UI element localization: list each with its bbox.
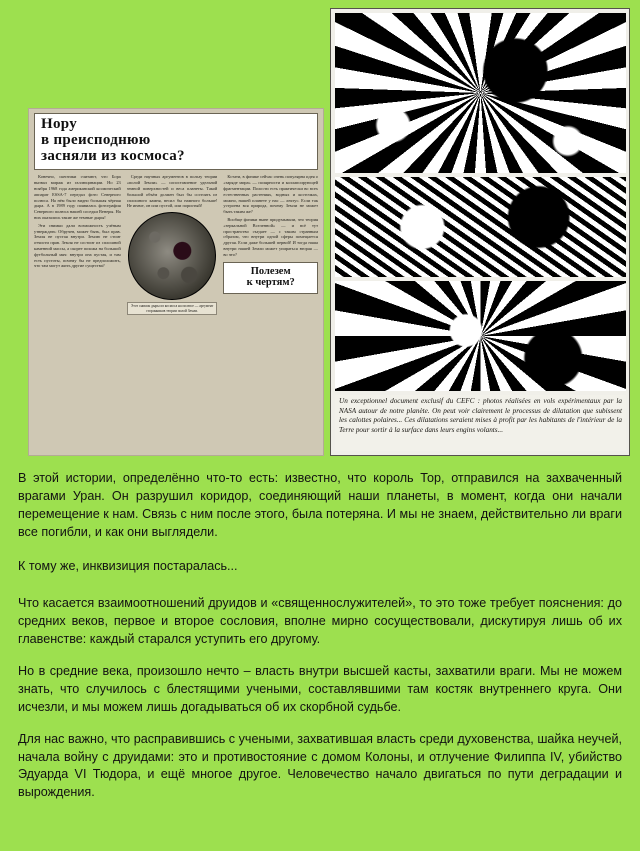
photo-top xyxy=(335,13,626,173)
article-body xyxy=(0,470,640,816)
sphere-photo-caption: Этот снимок дыры из космоса на полюсе — аргумент сторонников теории полой Земли. xyxy=(127,302,217,315)
headline-line-3: засняли из космоса? xyxy=(41,147,185,164)
article-paragraph-4: Но в средние века, произошло нечто – власть внутри высшей касты, захватили враги. Мы не можем знать, что случилось с блестящими учеными, составлявшими там костяк внутреннего круга. Они исчезли, и мы можем лишь догадываться об их скорбной судьбе. xyxy=(18,664,622,714)
clipping-paragraph: Эти снимки дали возможность учёным утверждать: Обручев, может быть, был прав. Земля не пустая внутри. Землю не стоит отчисти прав. Земля не состоит из сплошной каменной массы, а скорее похожа на большой футбольный мяч: внутри она пустая, и там есть пустоты, почему бы не предположить, что там могут жить другие существа? xyxy=(34,222,121,269)
newspaper-clipping xyxy=(28,108,324,456)
earth-sphere-photo xyxy=(128,212,216,300)
article-paragraph-2: К тому же, инквизиция постаралась... xyxy=(18,558,238,573)
clipping-column-3 xyxy=(223,174,318,456)
clipping-column-2 xyxy=(127,174,218,456)
headline-line-1: Нору xyxy=(41,116,78,132)
photo-middle xyxy=(335,177,626,277)
headline-line-2: в преисподнюю xyxy=(41,131,151,148)
photo-caption: Un exceptionnel document exclusif du CEFC : photos réalisées en vols expérimentaux par la NASA autour de notre planète. On peut voir clairement le processus de dilatation que subissent les calottes polaires... Ces dilatations seraient mises à profit par les habitants de l'intérieur de la Terre pour sortir à la surface dans leurs engins volants... xyxy=(335,395,626,451)
clipping-paragraph: Конечно, скептики считают, что Бора вызвал мираж из галлюцинации. Но 23 ноября 1968 года американский космический аппарат ESSA-7 передал фото Северного полюса. На нём было видно большая чёрная дыра. А в 1989 году появилась фотография Северного полюса нашей соседки Венеры. На них оказались такие же темные дыры! xyxy=(34,174,121,220)
lunar-photo-block xyxy=(330,8,630,456)
clipping-subheadline xyxy=(223,262,318,294)
clipping-paragraph: Среди научных аргументов в пользу теории «полой Земли» — сопоставление удельной земной поверхностей и веса планеты. Такой большой объём должен был бы состоять из сплошного камня, весил бы намного больше! Не иначе, он или пустой, или пористый! xyxy=(126,174,218,209)
clipping-headline xyxy=(34,113,318,170)
clipping-paragraph: Вообще физики ныне придумывали, что теория «зеркальной Вселенной» — и всё тут пространство съедает — с таким странным образом, что внутри одной сферы помещается другая. Если даже большей первой! И тогда наша внутри нашей Земли может упираться вторая — во что? xyxy=(223,216,318,257)
article-paragraph-3: Что касается взаимоотношений друидов и «священнослужителей», то это тоже требует пояснения: до средних веков, первое и второе сословия, вполне мирно сосуществовали, дискутируя лишь об их главенстве: каждый старался уступить его другому. xyxy=(18,596,622,647)
clipping-column-1 xyxy=(34,174,121,456)
article-paragraph-5: Для нас важно, что расправившись с учеными, захватившая власть среди духовенства, шайка неучей, начала войну с друидами: это и противостояние с домом Колоны, и отлучение Филиппа IV, убийство Эдуарда VI Тюдора, и ещё многое другое. Человечество начало двигаться по пути деградации и вырождения. xyxy=(18,731,622,800)
subheadline-line-1: Полезем xyxy=(250,265,291,277)
clipping-paragraph: Кстати, в физике сейчас очень популярна идея о «заряде мира» — полярности и коллапсирующей фрагментации. Полости есть практически во всех естественных растениях, водных и косточках, можно, нашей планете у нас — лектус. Если так устроена вся природа, почему Земли не может быть таким же? xyxy=(223,174,318,215)
subheadline-line-2: к чертям? xyxy=(246,277,295,289)
clipping-columns xyxy=(34,174,318,456)
photo-bottom xyxy=(335,281,626,391)
article-paragraph-1: В этой истории, определённо что-то есть: известно, что король Тор, отправился на захваченный врагами Уран. Он разрушил коридор, соединяющий наши планеты, в момент, когда они начали перемещение к нам. Связь с ним после этого, была потеряна. И мы не знаем, действительно ли враги все погибли, и как они выглядели. xyxy=(18,471,622,539)
